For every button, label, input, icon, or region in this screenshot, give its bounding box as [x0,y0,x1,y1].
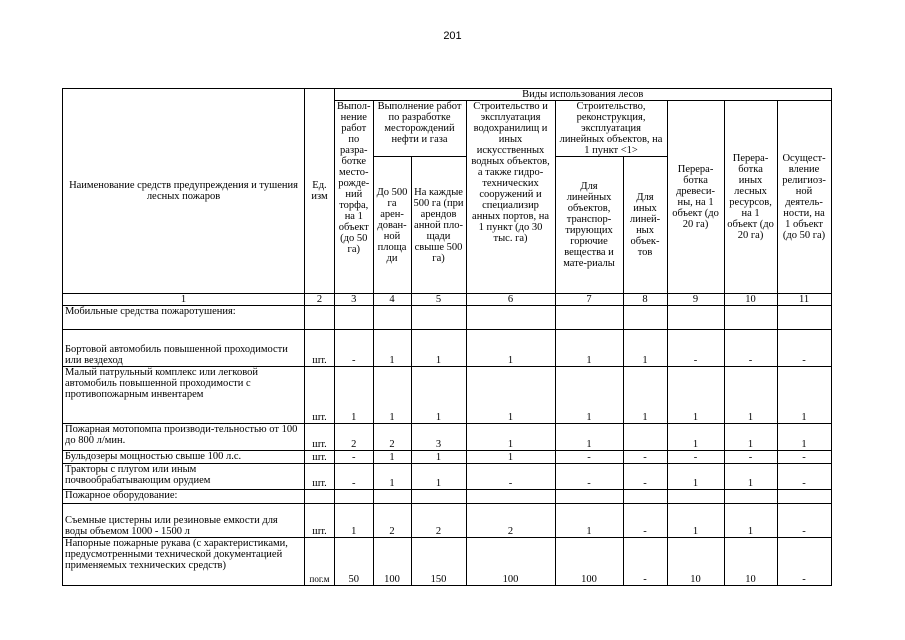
row-value: 1 [777,367,831,424]
row-value: 1 [777,424,831,451]
row-value [466,306,555,330]
header-col-3-peat: Выпол-нение работ по разра-ботке место-рожде-ний торфа, на 1 объект (до 50 га) [335,101,374,294]
column-number: 1 [63,294,305,306]
row-value [411,490,466,504]
row-name: Бульдозеры мощностью свыше 100 л.с. [63,451,305,464]
row-value: 50 [335,538,374,586]
row-value: - [623,464,667,490]
row-value: 1 [411,451,466,464]
row-value: 1 [411,464,466,490]
row-name: Напорные пожарные рукава (с характеристиками, предусмотренными технической документацией применяемых технических средств) [63,538,305,586]
row-unit [305,306,335,330]
row-value: - [667,451,724,464]
column-number: 9 [667,294,724,306]
row-name: Пожарная мотопомпа производи-тельностью от 100 до 800 л/мин. [63,424,305,451]
row-name: Съемные цистерны или резиновые емкости для воды объемом 1000 - 1500 л [63,504,305,538]
row-value: 10 [724,538,777,586]
row-value [724,306,777,330]
row-value [667,306,724,330]
row-value: 1 [724,367,777,424]
row-value [623,306,667,330]
row-value [335,306,374,330]
row-name: Бортовой автомобиль повышенной проходимости или вездеход [63,330,305,367]
row-value: 1 [667,367,724,424]
row-value: 1 [373,367,411,424]
header-usage-types: Виды использования лесов [335,89,832,101]
row-value [373,306,411,330]
row-value: - [724,330,777,367]
row-value [623,424,667,451]
row-value: - [777,464,831,490]
row-value: - [777,538,831,586]
row-value: 10 [667,538,724,586]
row-value: 2 [373,504,411,538]
row-value: 2 [466,504,555,538]
row-value: 1 [373,451,411,464]
row-value: - [555,451,623,464]
row-value: - [777,504,831,538]
table-row [63,464,832,490]
row-value: 100 [373,538,411,586]
table-row [63,451,832,464]
row-value [373,490,411,504]
row-unit: шт. [305,464,335,490]
row-value: 1 [555,504,623,538]
row-value [555,306,623,330]
table-row [63,306,832,330]
row-value: 1 [623,367,667,424]
column-number: 3 [335,294,374,306]
row-unit: шт. [305,504,335,538]
row-value [623,490,667,504]
row-value [777,306,831,330]
table-row [63,504,832,538]
table-row [63,424,832,451]
row-unit: шт. [305,424,335,451]
header-group-linear-objects: Строительство, реконструкция, эксплуатация линейных объектов, на 1 пункт <1> [555,101,667,157]
column-number: 7 [555,294,623,306]
row-value: 1 [667,464,724,490]
header-col-6-reservoirs: Строительство и эксплуатация водохранилищ и иных искусственных водных объектов, а также гидро-технических сооружений и специализир анных портов, на 1 пункт (до 30 тыс. га) [466,101,555,294]
row-value [335,490,374,504]
row-name: Пожарное оборудование: [63,490,305,504]
row-value: - [724,451,777,464]
header-col-5-each-500: На каждые 500 га (при арендов анной пло-щади свыше 500 га) [411,157,466,294]
row-value: 1 [466,367,555,424]
column-number: 5 [411,294,466,306]
header-unit-column: Ед. изм [305,89,335,294]
row-value: 2 [411,504,466,538]
header-group-oil-gas: Выполнение работ по разработке месторождений нефти и газа [373,101,466,157]
row-value: 1 [411,367,466,424]
fire-equipment-norms-table [62,88,832,586]
column-numbers-row [63,294,832,306]
row-unit: шт. [305,367,335,424]
table-row [63,538,832,586]
row-name: Тракторы с плугом или иным почвообрабатывающим орудием [63,464,305,490]
row-value: 100 [466,538,555,586]
row-value [555,490,623,504]
row-name: Малый патрульный комплекс или легковой автомобиль повышенной проходимости с противопожарным инвентарем [63,367,305,424]
table-row [63,367,832,424]
row-value: 1 [335,367,374,424]
row-value: 1 [724,424,777,451]
row-value: 1 [466,424,555,451]
row-value: 1 [667,504,724,538]
header-name-column: Наименование средств предупреждения и тушения лесных пожаров [63,89,305,294]
row-value: - [777,451,831,464]
row-value: 100 [555,538,623,586]
header-col-8-other-linear: Для иных линей-ных объек-тов [623,157,667,294]
column-number: 10 [724,294,777,306]
row-value: 1 [466,451,555,464]
header-col-9-wood-processing: Перера-ботка древеси-ны, на 1 объект (до 20 га) [667,101,724,294]
header-col-4-up-to-500: До 500 га арен-дован-ной площа ди [373,157,411,294]
row-value: - [466,464,555,490]
row-value [724,490,777,504]
row-value: 1 [373,330,411,367]
header-col-11-religious: Осущест-вление религиоз-ной деятель-ности, на 1 объект (до 50 га) [777,101,831,294]
row-value: - [335,451,374,464]
row-unit [305,490,335,504]
row-value: 1 [411,330,466,367]
row-value: 2 [373,424,411,451]
row-value: - [623,504,667,538]
row-value: 1 [555,424,623,451]
row-value: 3 [411,424,466,451]
row-value [667,490,724,504]
row-value: 1 [667,424,724,451]
table-row [63,490,832,504]
table-row [63,330,832,367]
row-value: - [777,330,831,367]
header-col-10-other-resources: Перера-ботка иных лесных ресурсов, на 1 объект (до 20 га) [724,101,777,294]
row-value: - [335,464,374,490]
row-value: 150 [411,538,466,586]
column-number: 6 [466,294,555,306]
row-value: 1 [373,464,411,490]
row-unit: шт. [305,330,335,367]
row-value: 1 [466,330,555,367]
column-number: 2 [305,294,335,306]
row-value: 1 [623,330,667,367]
row-value: 1 [335,504,374,538]
header-col-7-flammable: Для линейных объектов, транспор-тирующих горючие вещества и мате-риалы [555,157,623,294]
row-unit: пог.м [305,538,335,586]
row-value: 1 [724,464,777,490]
page-number: 201 [443,30,462,42]
row-value: - [555,464,623,490]
column-number: 8 [623,294,667,306]
row-value: 1 [555,330,623,367]
row-value: - [623,451,667,464]
row-value: 1 [555,367,623,424]
column-number: 4 [373,294,411,306]
row-value: 2 [335,424,374,451]
row-value [777,490,831,504]
row-value: - [667,330,724,367]
row-value: - [335,330,374,367]
column-number: 11 [777,294,831,306]
row-unit: шт. [305,451,335,464]
row-name: Мобильные средства пожаротушения: [63,306,305,330]
row-value: - [623,538,667,586]
row-value: 1 [724,504,777,538]
row-value [466,490,555,504]
row-value [411,306,466,330]
